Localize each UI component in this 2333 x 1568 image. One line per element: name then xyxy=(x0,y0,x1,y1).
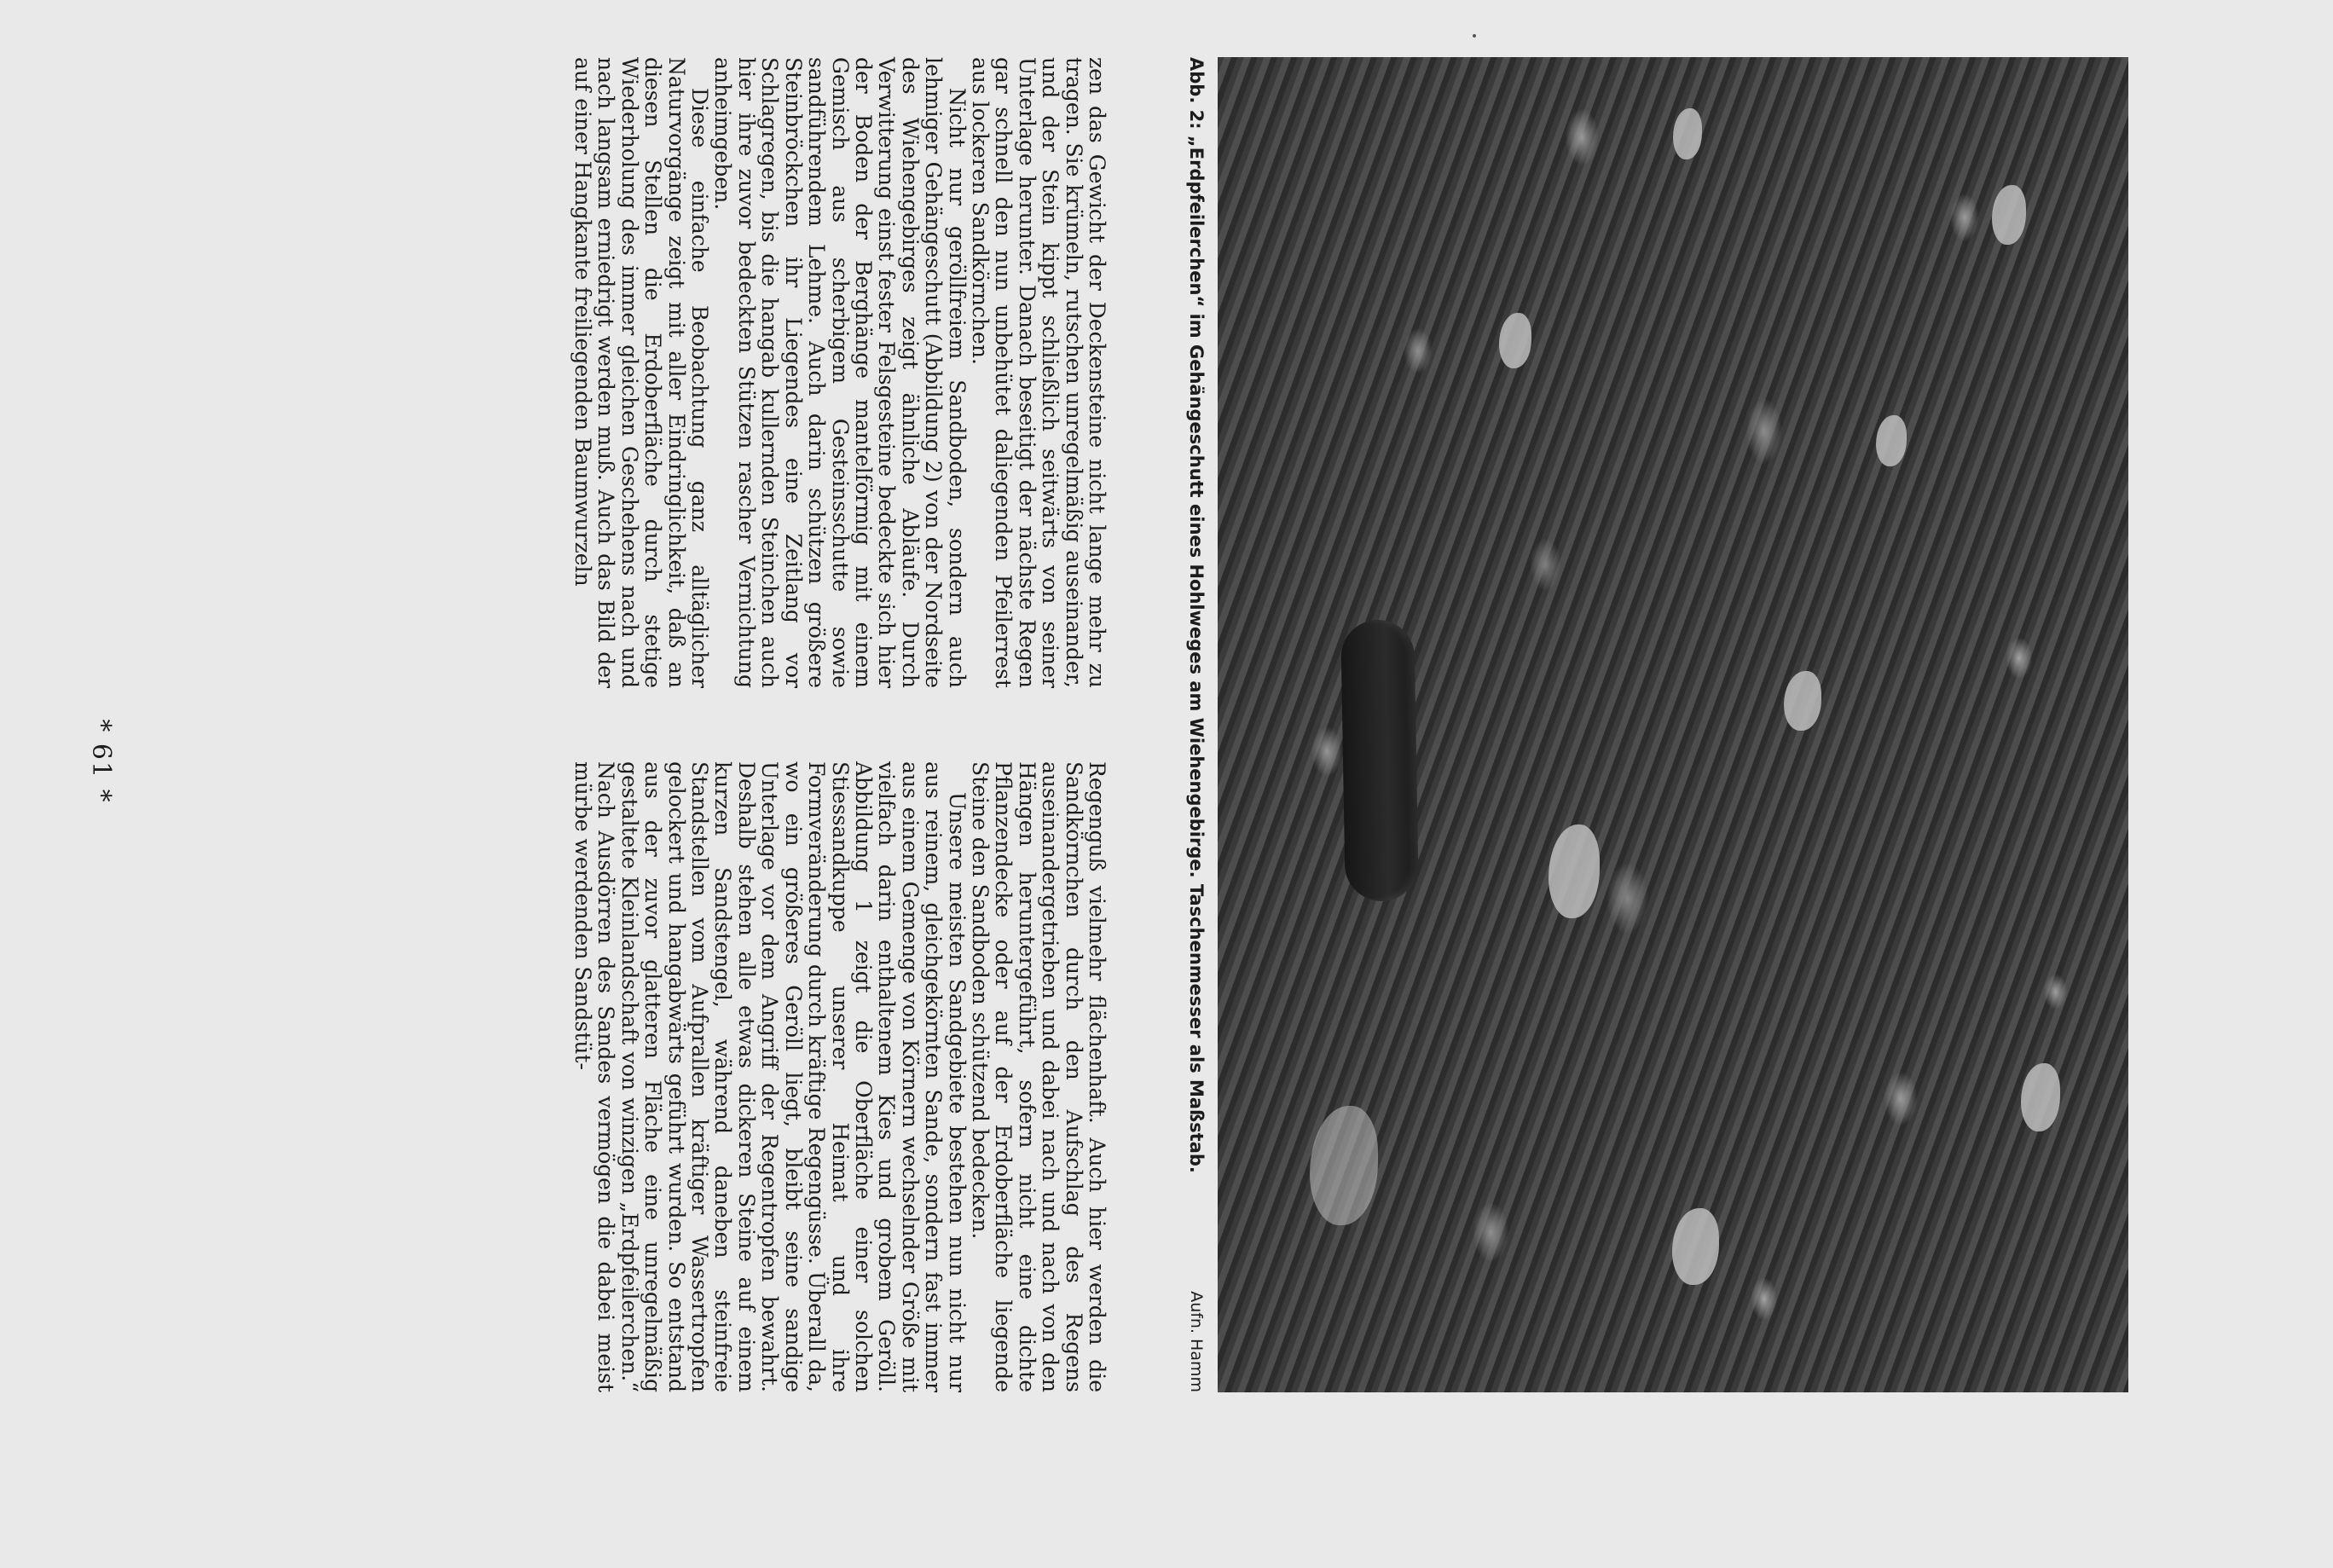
figure-caption xyxy=(1184,57,1209,1392)
paragraph: Nicht nur geröllfreiem Sandboden, sondern auch lehmiger Gehängeschutt (Abbildung 2) von der Nordseite des Wiehengebirges zeigt ähnliche Abläufe. Durch Verwitterung einst fester Felsgesteine bedeckte sich hier der Boden der Berghänge mantelförmig mit einem Gemisch aus scherbigem Gesteinsschutte sowie sandführendem Lehme. Auch darin schützen größere Steinbröckchen ihr Liegendes eine Zeitlang vor Schlagregen, bis die hangab kullernden Steinchen auch hier ihre zuvor bedeckten Stützen rascher Vernichtung anheimgeben. xyxy=(710,57,970,688)
scan-speck xyxy=(1473,34,1476,38)
text-column-left xyxy=(571,57,1109,688)
photo-stone xyxy=(1784,671,1821,731)
photo-stone xyxy=(1876,415,1907,466)
photo-credit: Aufn. Hamm xyxy=(1187,1291,1206,1392)
photo-stone xyxy=(1992,185,2026,245)
photo-stone xyxy=(1673,108,1702,159)
paragraph: Unsere meisten Sandgebiete bestehen nun nicht nur aus reinem, gleichgekörnten Sande, sondern fast immer aus einem Gemenge von Körnern wechselnder Größe mit vielfach darin enthaltenem Kies und grobem Geröll. Abbildung 1 zeigt die Oberfläche einer solchen Stiessandkuppe unserer Heimat und ihre Formveränderung durch kräftige Regengüsse. Überall da, wo ein größeres Geröll liegt, bleibt seine sandige Unterlage vor dem Angriff der Regentropfen bewahrt. Deshalb stehen alle etwas dickeren Steine auf einem kurzen Sandstengel, während daneben steinfreie Standstellen vom Aufprallen kräftiger Wassertropfen gelockert und hangabwärts geführt wurden. So entstand aus der zuvor glatteren Fläche eine unregelmäßig gestaltete Kleinlandschaft von winzigen „Erdpfeilerchen.“ Nach Ausdörren des Sandes vermögen die dabei meist mürbe werdenden Sandstüt- xyxy=(570,761,970,1392)
paragraph: Regenguß vielmehr flächenhaft. Auch hier werden die Sandkörnchen durch den Aufschlag des Regens auseinandergetrieben und dabei nach und nach von den Hängen heruntergeführt, sofern nicht eine dichte Pflanzendecke oder auf der Erdoberfläche liegende Steine den Sandboden schützend bedecken. xyxy=(967,761,1109,1392)
paragraph: zen das Gewicht der Deckensteine nicht lange mehr zu tragen. Sie krümeln, rutschen unregelmäßig auseinander, und der Stein kippt schließlich seitwärts von seiner Unterlage herunter. Danach beseitigt der nächste Regen gar schnell den nun unbehütet daliegenden Pfeilerrest aus lockeren Sandkörnchen. xyxy=(967,57,1109,688)
photo-stone xyxy=(1672,1208,1719,1285)
photo-stone xyxy=(1549,825,1600,918)
photo-stone xyxy=(1310,1106,1378,1225)
paragraph: Diese einfache Beobachtung ganz alltäglicher Naturvorgänge zeigt mit aller Eindringlichkeit, daß an diesen Stellen die Erdoberfläche durch stetige Wiederholung des immer gleichen Geschehens nach und nach langsam erniedrigt werden muß. Auch das Bild der auf einer Hangkante freiliegenden Baumwurzeln xyxy=(570,57,713,688)
pocket-knife xyxy=(1340,619,1419,901)
text-column-right xyxy=(571,761,1109,1392)
figure-photo xyxy=(1218,57,2128,1392)
caption-text: Abb. 2: „Erdpfeilerchen“ im Gehängeschutt eines Hohlweges am Wiehengebirge. Taschenmesser als Maßstab. xyxy=(1186,57,1207,1173)
photo-stone xyxy=(2021,1063,2060,1131)
photo-stone xyxy=(1499,313,1531,368)
page-number: * 61 * xyxy=(86,719,116,804)
